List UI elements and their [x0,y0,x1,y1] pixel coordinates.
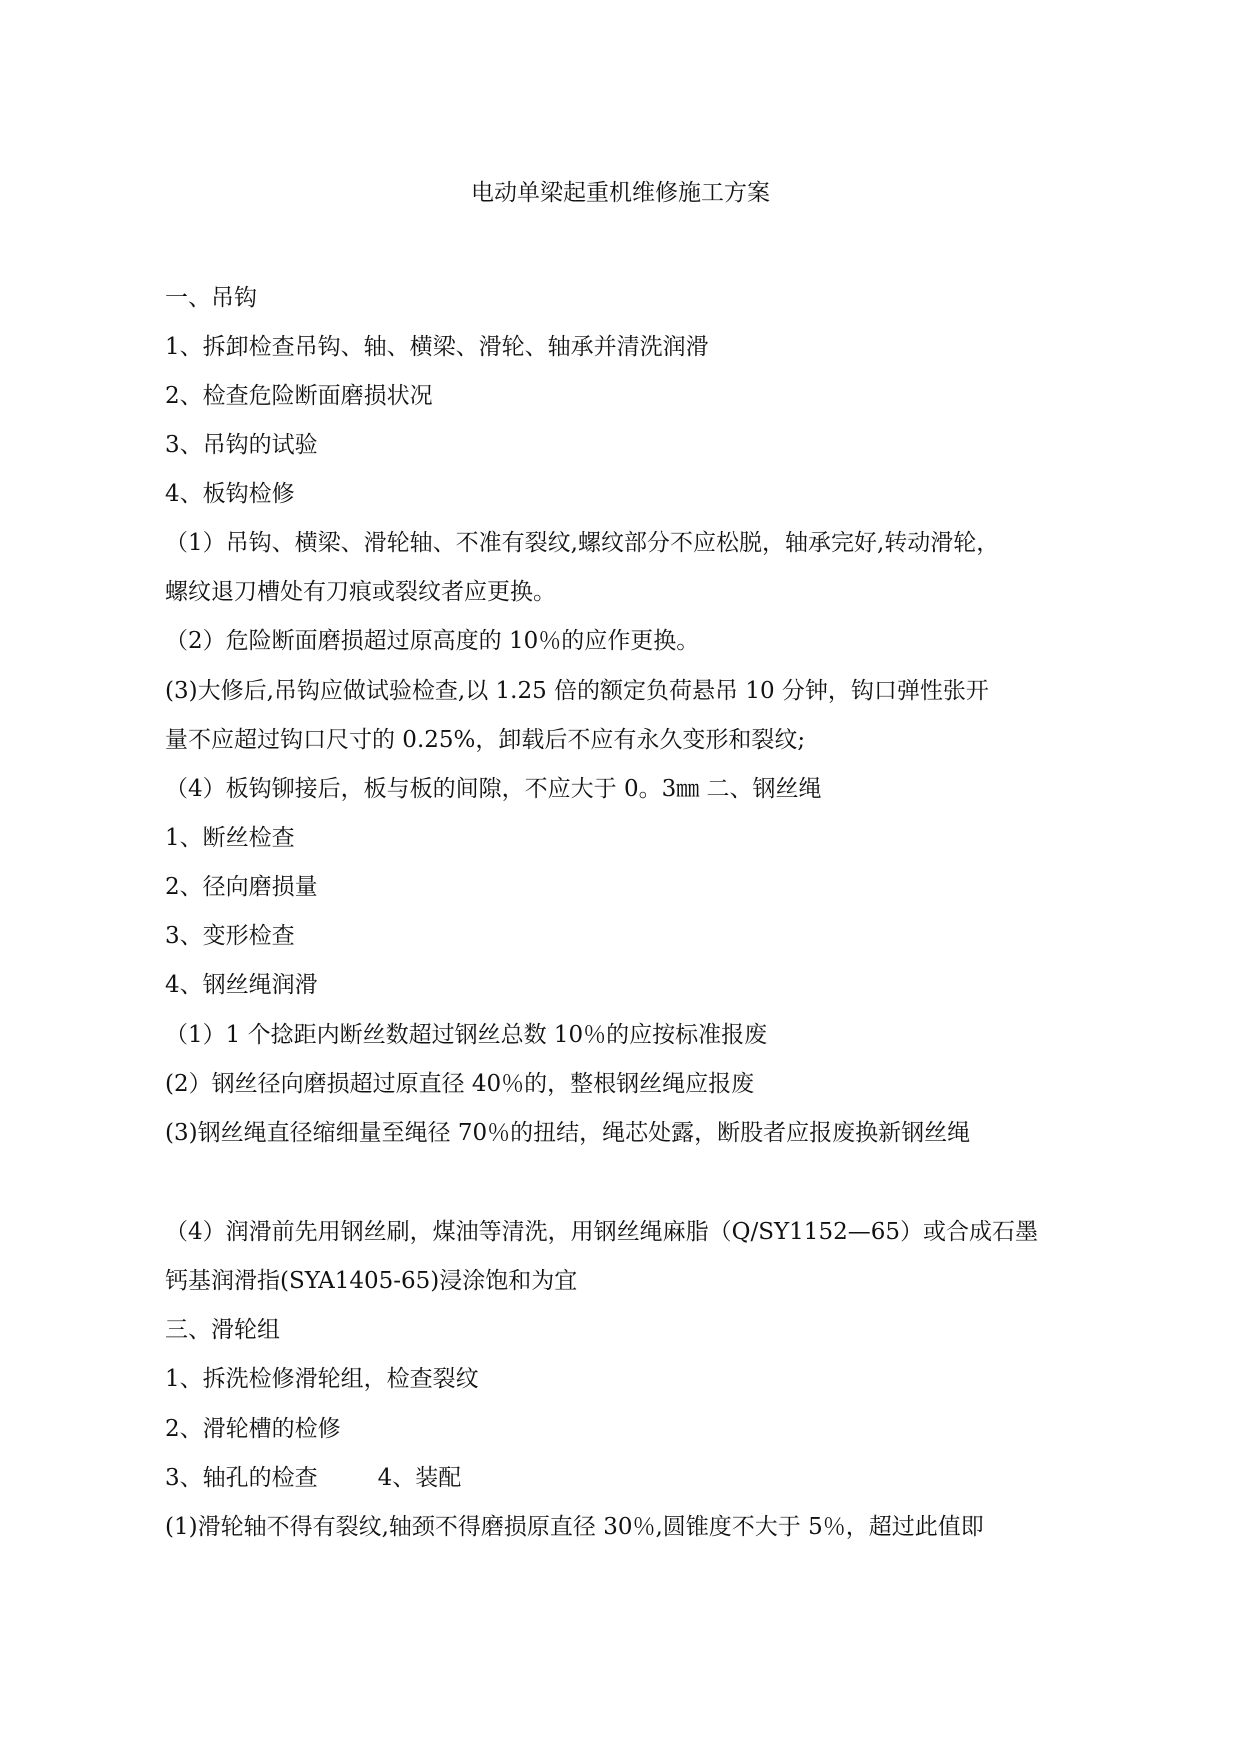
text-line: （4）润滑前先用钢丝刷，煤油等清洗，用钢丝绳麻脂（Q/SY1152—65）或合成石墨 [165,1219,1038,1245]
text-line: （1）1 个捻距内断丝数超过钢丝总数 10％的应按标准报废 [165,1022,768,1048]
text-line: 4、板钩检修 [165,481,295,507]
text-line: 1、拆洗检修滑轮组，检查裂纹 [165,1366,479,1392]
text-line: 1、断丝检查 [165,825,295,851]
text-line: 4、钢丝绳润滑 [165,972,318,998]
text-line: (3)钢丝绳直径缩细量至绳径 70％的扭结，绳芯处露，断股者应报废换新钢丝绳 [165,1120,971,1146]
text-line: （2）危险断面磨损超过原高度的 10％的应作更换。 [165,628,700,654]
text-line: 2、径向磨损量 [165,874,318,900]
text-right: 4、装配 [377,1465,462,1491]
section-heading-pulley: 三、滑轮组 [165,1317,280,1343]
text-line: 2、检查危险断面磨损状况 [165,383,433,409]
text-line: (2）钢丝径向磨损超过原直径 40％的，整根钢丝绳应报废 [165,1071,755,1097]
text-line: 量不应超过钩口尺寸的 0.25%，卸载后不应有永久变形和裂纹; [165,727,806,753]
text-line: （4）板钩铆接后，板与板的间隙，不应大于 0。3㎜ 二、钢丝绳 [165,776,822,802]
text-line: 螺纹退刀槽处有刀痕或裂纹者应更换。 [165,579,556,605]
section-heading-hook: 一、吊钩 [165,285,257,311]
text-line: 1、拆卸检查吊钩、轴、横梁、滑轮、轴承并清洗润滑 [165,334,709,360]
text-line-split [165,1463,461,1493]
text-line: 3、变形检查 [165,923,295,949]
text-left: 3、轴孔的检查 [165,1465,318,1491]
text-line: (1)滑轮轴不得有裂纹,轴颈不得磨损原直径 30％,圆锥度不大于 5％，超过此值即 [165,1514,984,1540]
text-line: (3)大修后,吊钩应做试验检查,以 1.25 倍的额定负荷悬吊 10 分钟，钩口弹性张开 [165,678,989,704]
text-line: （1）吊钩、横梁、滑轮轴、不准有裂纹,螺纹部分不应松脱，轴承完好,转动滑轮， [165,530,1000,556]
page-title: 电动单梁起重机维修施工方案 [471,180,770,206]
text-line: 2、滑轮槽的检修 [165,1416,341,1442]
text-line: 3、吊钩的试验 [165,432,318,458]
text-line: 钙基润滑指(SYA1405-65)浸涂饱和为宜 [165,1268,578,1294]
